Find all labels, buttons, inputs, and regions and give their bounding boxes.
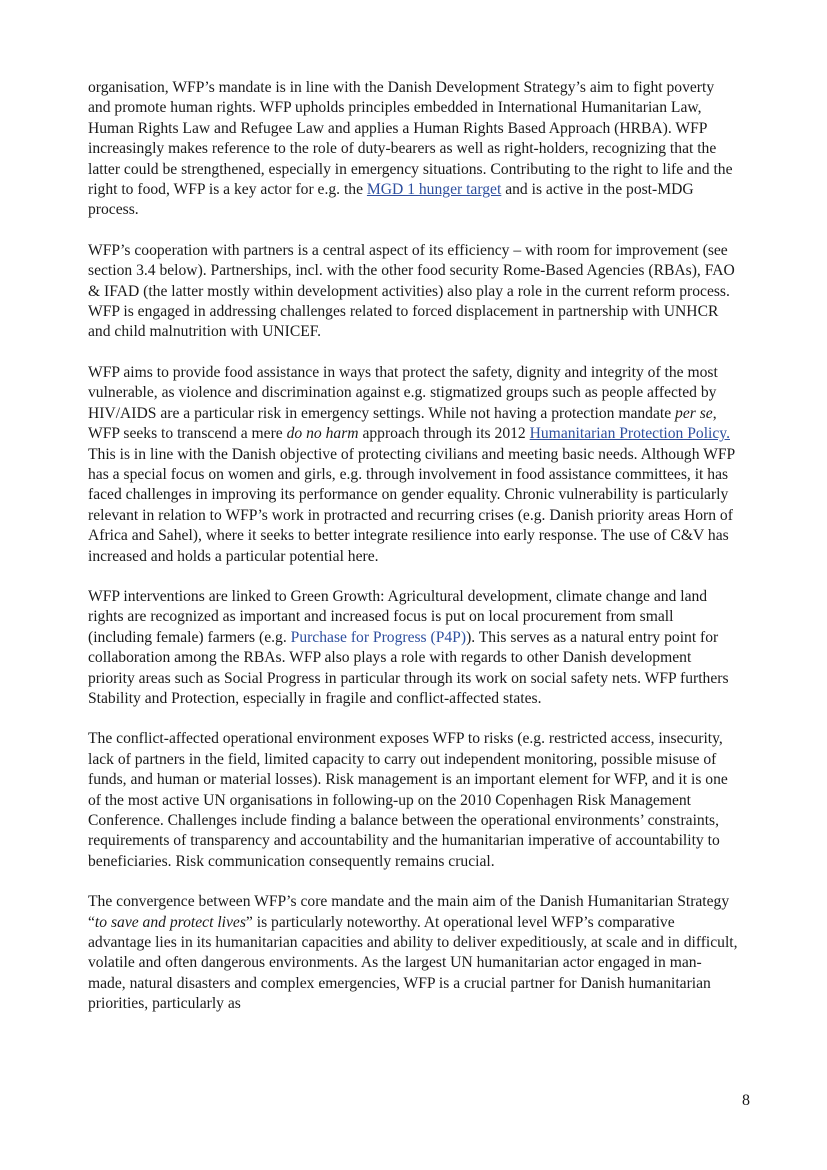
italic-do-no-harm: do no harm — [286, 425, 359, 443]
paragraph-text: organisation, WFP’s mandate is in line with the Danish Development Strategy’s aim to fight poverty and promote human rights. WFP upholds principles embedded in International Humanitarian Law, Human Rights Law and Refugee Law and applies a Human Rights Based Approach (HRBA). WFP increasingly makes reference to the role of duty-bearers as well as right-holders, recognizing that the latter could be strengthened, especially in emergency situations. Contributing to the right to life and the right to food, WFP is a key actor for e.g. the — [88, 79, 733, 199]
paragraph-protection — [88, 363, 738, 567]
paragraph-text: approach through its 2012 — [358, 425, 530, 443]
paragraph-partnerships: WFP’s cooperation with partners is a central aspect of its efficiency – with room for improvement (see section 3.4 below). Partnerships, incl. with the other food security Rome-Based Agencies (RBAs), FAO & IFAD (the latter mostly within development activities) also play a role in the current reform process. WFP is engaged in addressing challenges related to forced displacement in partnership with UNHCR and child malnutrition with UNICEF. — [88, 241, 735, 341]
paragraph-text: ). This serves as a natural entry point for collaboration among the RBAs. WFP also plays a role with regards to other Danish development priority areas such as Social Progress in particular through its work on social safety nets. WFP furthers Stability and Protection, especially in fragile and conflict-affected states. — [88, 628, 729, 707]
purchase-for-progress-link[interactable]: Purchase for Progress (P4P) — [290, 628, 467, 646]
paragraph-text: This is in line with the Danish objective of protecting civilians and meeting basic needs. Although WFP has a special focus on women and girls, e.g. through involvement in food assistance committees, it has faced challenges in improving its performance on gender equality. Chronic vulnerability is particularly relevant in relation to WFP’s work in protracted and recurring crises (e.g. Danish priority areas Horn of Africa and Sahel), where it seeks to better integrate resilience into early response. The use of C&V has increased and holds a particular potential here. — [88, 445, 735, 565]
paragraph-mandate — [88, 78, 738, 221]
italic-per-se: per se — [675, 404, 713, 422]
mgd-hunger-target-link[interactable]: MGD 1 hunger target — [366, 181, 502, 199]
page-number: 8 — [742, 1092, 750, 1109]
paragraph-green-growth — [88, 587, 738, 709]
paragraph-convergence — [88, 892, 738, 1014]
paragraph-text: WFP interventions are linked to Green Growth: Agricultural development, climate change and land rights are recognized as important and increased focus is put on local procurement from small (including female) farmers (e.g. — [88, 587, 708, 646]
paragraph-text: WFP aims to provide food assistance in ways that protect the safety, dignity and integrity of the most vulnerable, as violence and discrimination against e.g. stigmatized groups such as people affected by HIV/AIDS are a particular risk in emergency settings. While not having a protection mandate — [88, 363, 718, 422]
paragraph-text: , WFP seeks to transcend a mere — [88, 404, 717, 443]
document-body — [88, 78, 738, 1035]
paragraph-text: and is active in the post-MDG process. — [88, 181, 694, 219]
paragraph-text: The convergence between WFP’s core mandate and the main aim of the Danish Humanitarian Strategy “ — [88, 893, 730, 931]
italic-save-protect-lives: to save and protect lives — [94, 913, 246, 931]
paragraph-risk: The conflict-affected operational environment exposes WFP to risks (e.g. restricted access, insecurity, lack of partners in the field, limited capacity to carry out independent monitoring, possible misuse of funds, and human or material losses). Risk management is an important element for WFP, and it is one of the most active UN organisations in following-up on the 2010 Copenhagen Risk Management Conference. Challenges include finding a balance between the operational environments’ constraints, requirements of transparency and accountability and the humanitarian imperative of accountability to beneficiaries. Risk communication consequently remains crucial. — [88, 730, 728, 870]
paragraph-text: ” is particularly noteworthy. At operational level WFP’s comparative advantage lies in its humanitarian capacities and ability to deliver expeditiously, at scale and in difficult, volatile and often dangerous environments. As the largest UN humanitarian actor engaged in man-made, natural disasters and complex emergencies, WFP is a crucial partner for Danish humanitarian priorities, particularly as — [88, 913, 738, 1013]
humanitarian-protection-policy-link[interactable]: Humanitarian Protection Policy. — [529, 425, 730, 443]
